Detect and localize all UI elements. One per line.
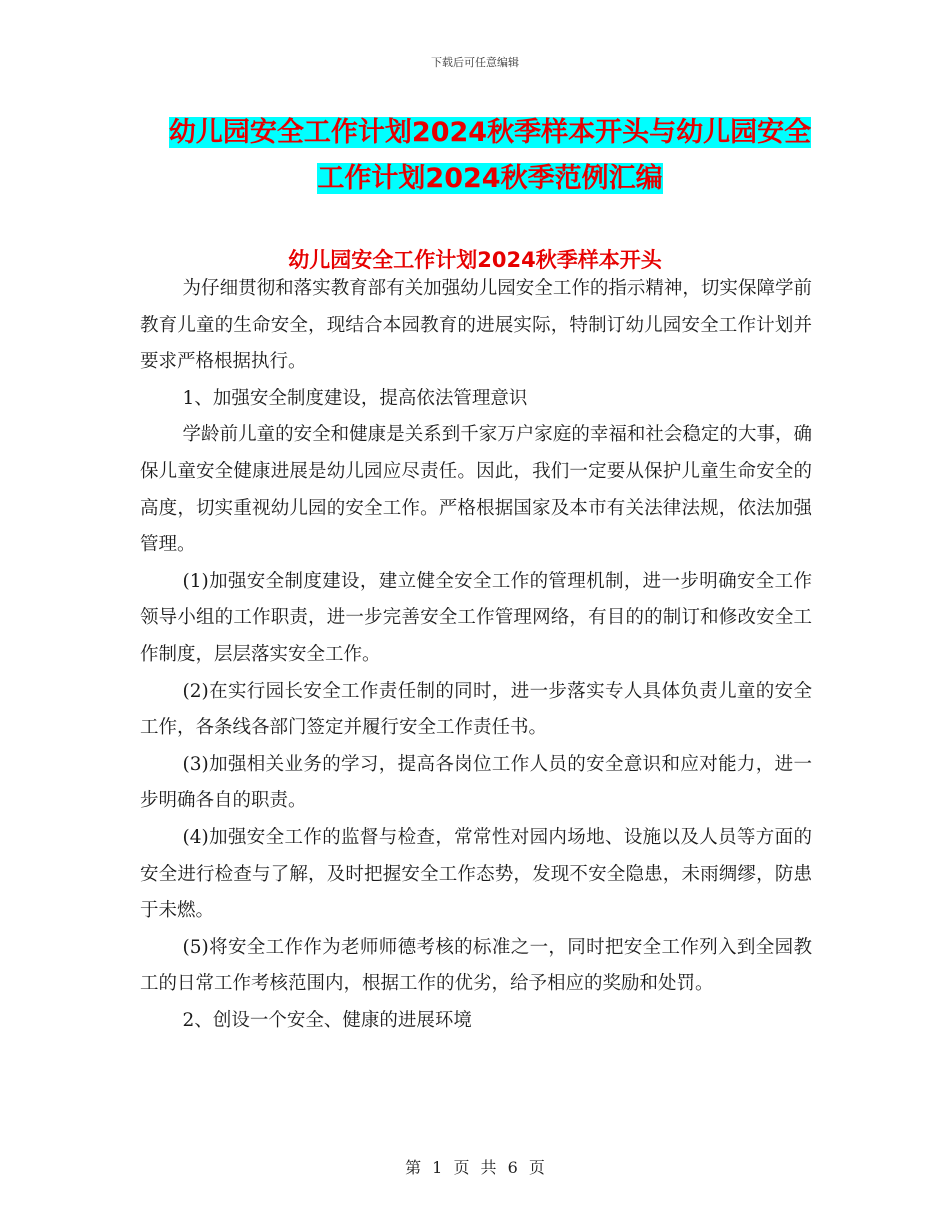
title-line-1: 幼儿园安全工作计划2024秋季样本开头与幼儿园安全 <box>168 117 812 148</box>
paragraph: (3)加强相关业务的学习，提高各岗位工作人员的安全意识和应对能力，进一步明确各自的职责。 <box>140 753 812 812</box>
page-number: 第 1 页 共 6 页 <box>405 1158 545 1177</box>
title-line-2: 工作计划2024秋季范例汇编 <box>317 163 663 194</box>
paragraph: 为仔细贯彻和落实教育部有关加强幼儿园安全工作的指示精神，切实保障学前教育儿童的生命安全，现结合本园教育的进展实际，特制订幼儿园安全工作计划并要求严格根据执行。 <box>140 278 812 373</box>
paragraph: 学龄前儿童的安全和健康是关系到千家万户家庭的幸福和社会稳定的大事，确保儿童安全健康进展是幼儿园应尽责任。因此，我们一定要从保护儿童生命安全的高度，切实重视幼儿园的安全工作。严格根据国家及本市有关法律法规，依法加强管理。 <box>140 424 812 556</box>
section-title: 幼儿园安全工作计划2024秋季样本开头 <box>288 248 662 272</box>
page-header-note: 下载后可任意编辑 <box>431 56 519 69</box>
paragraph: (1)加强安全制度建设，建立健全安全工作的管理机制，进一步明确安全工作领导小组的工作职责，进一步完善安全工作管理网络，有目的的制订和修改安全工作制度，层层落实安全工作。 <box>140 570 812 665</box>
document-body <box>140 271 812 1039</box>
paragraph: (5)将安全工作作为老师师德考核的标准之一，同时把安全工作列入到全园教工的日常工作考核范围内，根据工作的优劣，给予相应的奖励和处罚。 <box>140 936 812 995</box>
document-title <box>150 110 830 202</box>
paragraph: 2、创设一个安全、健康的进展环境 <box>182 1009 472 1031</box>
paragraph: 1、加强安全制度建设，提高依法管理意识 <box>182 387 528 409</box>
paragraph: (4)加强安全工作的监督与检查，常常性对园内场地、设施以及人员等方面的安全进行检查与了解，及时把握安全工作态势，发现不安全隐患，未雨绸缪，防患于未燃。 <box>140 826 812 922</box>
paragraph: (2)在实行园长安全工作责任制的同时，进一步落实专人具体负责儿童的安全工作，各条线各部门签定并履行安全工作责任书。 <box>140 680 812 739</box>
